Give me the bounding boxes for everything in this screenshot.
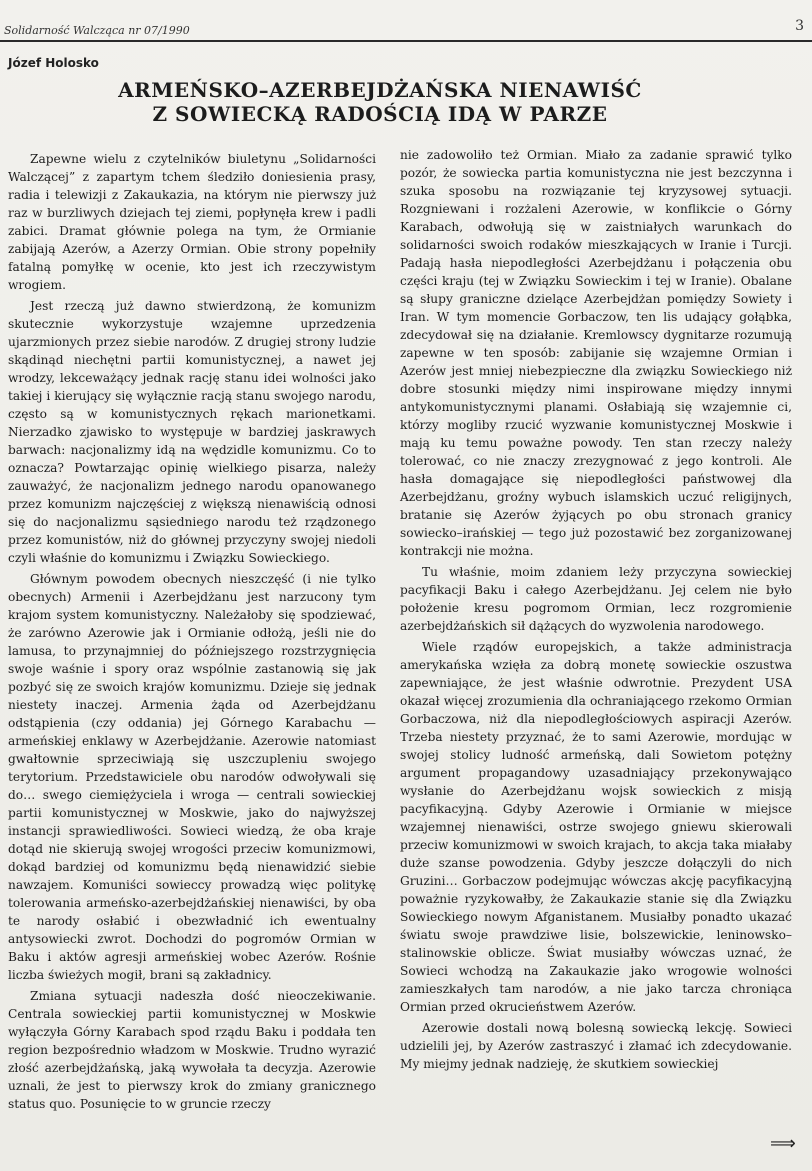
continue-arrow-icon: ⟹ bbox=[770, 1133, 796, 1154]
paragraph: Jest rzeczą już dawno stwierdzoną, że komunizm skutecznie wykorzystuje wzajemne uprzedzenia ujarzmionych przez siebie narodów. Z drugiej strony ludzie skądinąd niechętni partii komunistycznej, a nawet jej wrodzy, lekceważący jednak rację stanu idei wolności jako takiej i kierujący się wyłącznie racją stanu swojego narodu, często są w komunistycznych rękach marionetkami. Nierzadko zjawisko to występuje w bardziej jaskrawych barwach: nacjonalizmy idą na wędzidle komunizmu. Co to oznacza? Powtarzając opinię wielkiego pisarza, należy zauważyć, że nacjonalizm jednego narodu opanowanego przez komunizm najczęściej z większą nienawiścią odnosi się do nacjonalizmu sąsiedniego narodu też rządzonego przez komunistów, niż do głównej przyczyny swojej niedoli czyli właśnie do komunizmu i Związku Sowieckiego. bbox=[8, 299, 376, 565]
paragraph: Głównym powodem obecnych nieszczęść (i nie tylko obecnych) Armenii i Azerbejdżanu jest narzucony tym krajom system komunistyczny. Należałoby się spodziewać, że zarówno Azerowie jak i Ormianie odłożą, jeśli nie do lamusa, to przynajmniej do późniejszego rozstrzygnięcia swoje waśnie i spory oraz wspólnie zastanowią się jak pozbyć się ze swoich krajów komunizmu. Dzieje się jednak niestety inaczej. Armenia żąda od Azerbejdżanu odstąpienia (czy oddania) jej Górnego Karabachu — armeńskiej enklawy w Azerbejdżanie. Azerowie natomiast gwałtownie sprzeciwiają się uszczupleniu swojego terytorium. Przedstawiciele obu narodów odwoływali się do… swego ciemiężyciela i wroga — centrali sowieckiej partii komunistycznej w Moskwie, jako do najwyższej instancji sprawiedliwości. Sowieci wiedzą, że oba kraje dotąd nie skierują swojej wrogości przeciw komunizmowi, dokąd bardziej od komunizmu będą nienawidzić siebie nawzajem. Komuniści sowieccy prowadzą więc politykę tolerowania armeńsko-azerbejdżańskiej nienawiści, by oba te narody osłabić i obezwładnić ich ewentualny antysowiecki zwrot. Dochodzi do pogromów Ormian w Baku i aktów agresji armeńskiej wobec Azerów. Rośnie liczba świeżych mogił, brani są zakładnicy. bbox=[8, 572, 376, 982]
paragraph: Zmiana sytuacji nadeszła dość nieoczekiwanie. Centrala sowieckiej partii komunistycznej w Moskwie wyłączyła Górny Karabach spod rządu Baku i poddała ten region bezpośrednio władzom w Moskwie. Trudno wyrazić złość azerbejdżańską, jaką wywołała ta decyzja. Azerowie uznali, że jest to pierwszy krok do zmiany granicznego status quo. Posunięcie to w gruncie rzeczy bbox=[8, 989, 376, 1111]
publication-name: Solidarność Walcząca nr 07/1990 bbox=[4, 24, 190, 37]
paragraph: Azerowie dostali nową bolesną sowiecką lekcję. Sowieci udzielili jej, by Azerów zastraszyć i złamać ich zdecydowanie. My miejmy jednak nadzieję, że skutkiem sowieckiej bbox=[400, 1021, 792, 1071]
paragraph: Zapewne wielu z czytelników biuletynu „Solidarności Walczącej” z zapartym tchem śledziło doniesienia prasy, radia i telewizji z Zakaukazia, na którym nie pierwszy już raz w burzliwych dziejach tej ziemi, popłynęła krew i padli zabici. Dramat głównie polega na tym, że Ormianie zabijają Azerów, a Azerzy Ormian. Obie strony popełniły fatalną pomyłkę w ocenie, kto jest ich rzeczywistym wrogiem. bbox=[8, 152, 376, 292]
article-author: Józef Holosko bbox=[8, 56, 99, 70]
paragraph: nie zadowoliło też Ormian. Miało za zadanie sprawić tylko pozór, że sowiecka partia komunistyczna nie jest bezczynna i szuka sposobu na rozwiązanie tej kryzysowej sytuacji. Rozgniewani i rozżaleni Azerowie, w konflikcie o Górny Karabach, odwołują się w zaistniałych warunkach do solidarności swoich rodaków mieszkających w Iranie i Turcji. Padają hasła niepodległości Azerbejdżanu i połączenia obu części kraju (tej w Związku Sowieckim i tej w Iranie). Obalane są słupy graniczne dzielące Azerbejdżan pomiędzy Sowiety i Iran. W tym momencie Gorbaczow, ten lis udający gołąbka, zdecydował się na działanie. Kremlowscy dygnitarze rozumują zapewne w ten sposób: zabijanie się wzajemne Ormian i Azerów jest mniej niebezpieczne dla związku Sowieckiego niż dobre stosunki między nimi inspirowane między innymi antykomunistycznymi planami. Osłabiają się wzajemnie ci, którzy mogliby rzucić wyzwanie komunistycznej Moskwie i mają ku temu poważne powody. Ten stan rzeczy należy tolerować, co nie znaczy zrezygnować z jego kontroli. Ale hasła domagające się niepodległości państwowej dla Azerbejdżanu, groźny wybuch islamskich uczuć religijnych, bratanie się Azerów żyjących po obu stronach granicy sowiecko–irańskiej — tego już pozostawić bez zorganizowanej kontrakcji nie można. bbox=[400, 148, 792, 558]
page-number: 3 bbox=[795, 18, 804, 34]
paragraph: Tu właśnie, moim zdaniem leży przyczyna sowieckiej pacyfikacji Baku i całego Azerbejdżanu. Jej celem nie było położenie kresu pogromom Ormian, lecz rozgromienie azerbejdżańskich sił dążących do wyzwolenia narodowego. bbox=[400, 565, 792, 633]
paragraph: Wiele rządów europejskich, a także administracja amerykańska wzięła za dobrą monetę sowieckie oszustwa zapewniające, że jest właśnie odwrotnie. Prezydent USA okazał więcej zrozumienia dla ochraniającego rzekomo Ormian Gorbaczowa, niż dla niepodległościowych aspiracji Azerów. Trzeba niestety przyznać, że to sami Azerowie, mordując w swojej stolicy ludność armeńską, dali Sowietom potężny argument propagandowy uzasadniający przekonywająco wysłanie do Azerbejdżanu wojsk sowieckich z misją pacyfikacyjną. Gdyby Azerowie i Ormianie w miejsce wzajemnej nienawiści, ostrze swojego gniewu skierowali przeciw komunizmowi w swoich krajach, to akcja taka miałaby duże szanse powodzenia. Gdyby jeszcze dołączyli do nich Gruzini… Gorbaczow podejmując wówczas akcję pacyfikacyjną poważnie ryzykowałby, że Zakaukazie stanie się dla Związku Sowieckiego nowym Afganistanem. Musiałby ponadto ukazać światu swoje prawdziwe lisie, bolszewickie, leninowsko–stalinowskie oblicze. Świat musiałby wówczas uznać, że Sowieci wchodzą na Zakaukazie jako wrogowie wolności zamieszkałych tam narodów, a nie jako tarcza chroniąca Ormian przed okrucieństwem Azerów. bbox=[400, 640, 792, 1014]
title-line-1: ARMEŃSKO–AZERBEJDŻAŃSKA NIENAWIŚĆ bbox=[118, 78, 642, 102]
right-column bbox=[400, 146, 792, 1076]
title-line-2: Z SOWIECKĄ RADOŚCIĄ IDĄ W PARZE bbox=[152, 102, 608, 126]
left-column bbox=[8, 150, 376, 1116]
header-rule bbox=[0, 40, 812, 42]
article-title bbox=[100, 78, 660, 126]
page-header bbox=[0, 18, 812, 42]
